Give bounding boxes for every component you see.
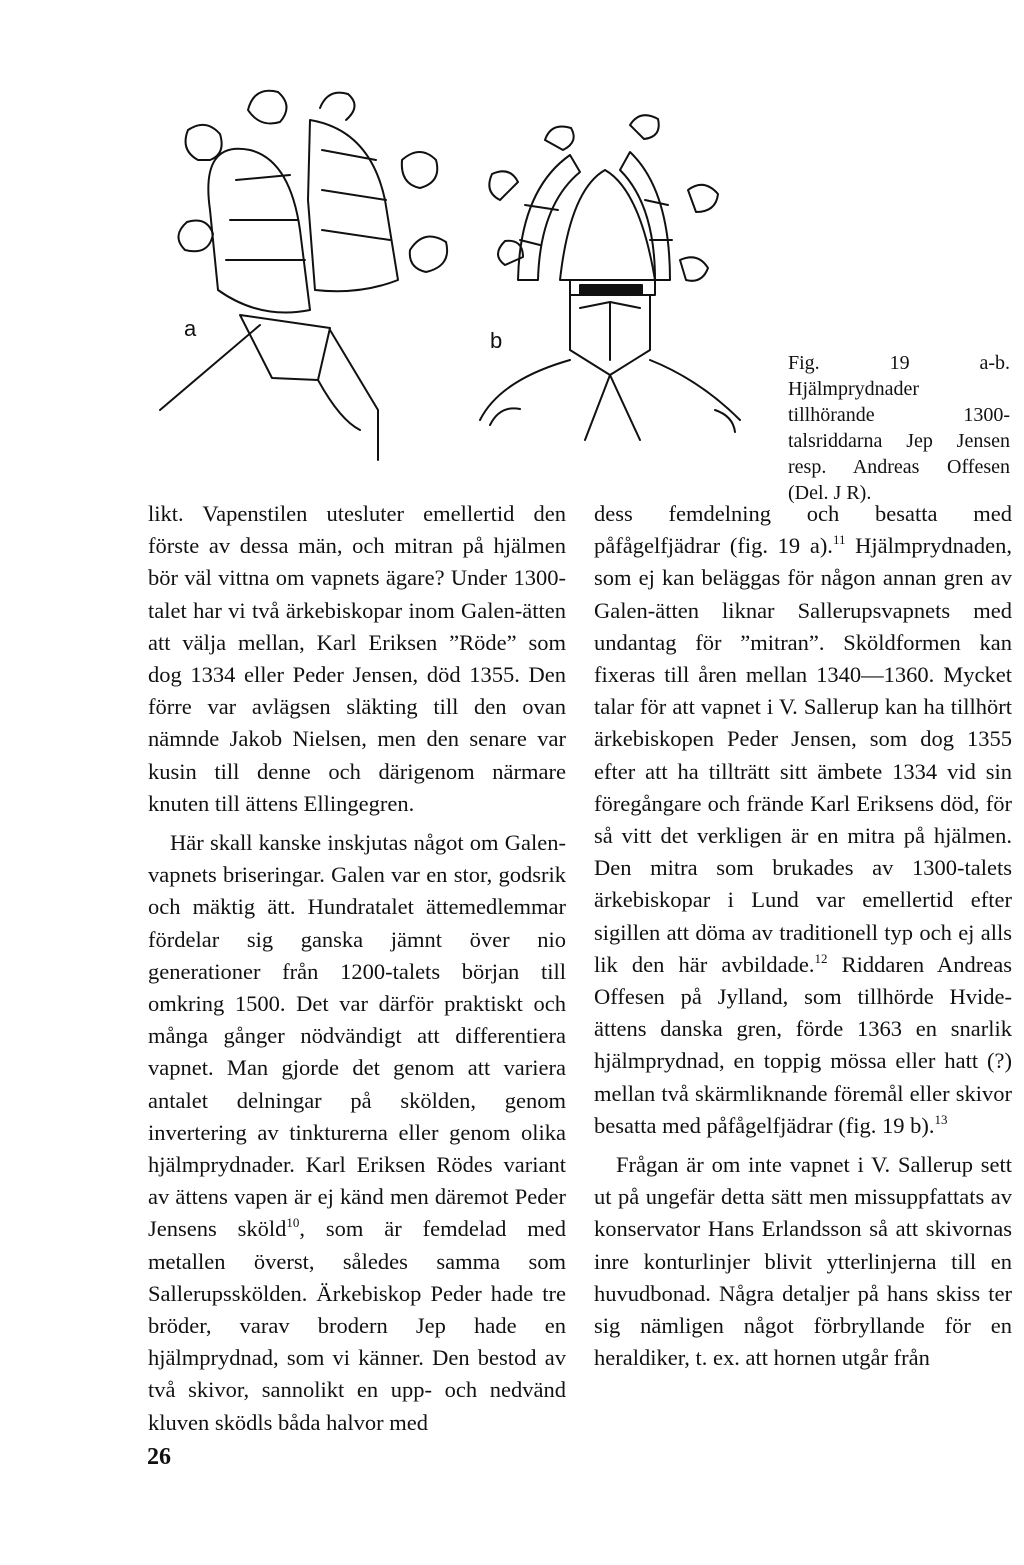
right-paragraph-1 [594,498,1012,1142]
footnote-ref-12: 12 [814,950,828,966]
left-paragraph-2-text-a: Här skall kanske inskjutas något om Galen-vapnets briseringar. Galen var en stor, godsrik och mäktig ätt. Hundratalet ättemedlemmar fördelar sig ganska jämnt över nio generationer från 1200-talets början till omkring 1500. Det var därför praktiskt och många gånger nödvändigt att differentiera vapnet. Man gjorde det genom att variera antalet delningar på skölden, genom invertering av tinkturerna eller genom olika hjälmprydnader. Karl Eriksen Rödes variant av ättens vapen är ej känd men däremot Peder Jensens sköld [148,830,566,1242]
crest-drawing-a [160,91,447,460]
footnote-ref-10: 10 [286,1215,300,1231]
right-paragraph-1-text-c: Riddaren Andreas Offesen på Jylland, som tillhörde Hvide-ättens danska gren, förde 1363 en snarlik hjälmprydnad, en toppig mössa eller hatt (?) mellan två skärmliknande föremål eller skivor besatta med påfågelfjädrar (fig. 19 b). [594,951,1012,1138]
right-paragraph-2: Frågan är om inte vapnet i V. Sallerup sett ut på ungefär detta sätt men missuppfattats av konservator Hans Erlandsson så att skivornas inre konturlinjer blivit ytterlinjerna till en huvudbonad. Några detaljer på hans skiss ter sig nämligen något förbryllande för en heraldiker, t. ex. att hornen utgår från [594,1152,1012,1371]
crest-drawing-b [480,115,740,440]
figure-19 [140,80,760,490]
left-column [148,498,566,1439]
helmet-crest-drawings [140,80,760,490]
left-paragraph-2 [148,827,566,1439]
page-number: 26 [147,1444,171,1470]
left-paragraph-1: likt. Vapenstilen utesluter emellertid den förste av dessa män, och mitran på hjälmen bör väl vittna om vapnets ägare? Under 1300-talet har vi två ärkebiskopar inom Galen-ätten att välja mellan, Karl Eriksen ”Röde” som dog 1334 eller Peder Jensen, död 1355. Den förre var avlägsen släkting till den ovan nämnde Jakob Nielsen, men den senare var kusin till denne och därigenom närmare knuten till ättens Ellingegren. [148,501,566,816]
figure-label-a: a [184,316,197,341]
right-column [594,498,1012,1374]
figure-label-b: b [490,328,503,353]
footnote-ref-11: 11 [832,532,846,548]
right-paragraph-1-text-b: Hjälmprydnaden, som ej kan beläggas för någon annan gren av Galen-ätten liknar Sallerupsvapnets med undantag för ”mitran”. Sköldformen kan fixeras till åren mellan 1340—1360. Mycket talar för att vapnet i V. Sallerup kan ha tillhört ärkebiskopen Peder Jensen, som dog 1355 efter att ha tillträtt sitt ämbete 1334 vid sin föregångare och frände Karl Eriksens död, för så vitt det verkligen är en mitra på hjälmen. Den mitra som brukades av 1300-talets ärkebiskopar i Lund var emellertid efter sigillen att döma av traditionell typ och ej alls lik den här avbildade. [594,533,1012,977]
figure-caption: Fig. 19 a-b. Hjälmprydnader tillhörande 1300-talsriddarna Jep Jensen resp. Andreas Offesen (Del. J R). [788,352,1010,504]
footnote-ref-13: 13 [934,1111,948,1127]
right-paragraph-1-text-a: dess femdelning och besatta med påfågelfjädrar (fig. 19 a). [594,501,1012,559]
left-paragraph-2-text-b: , som är femdelad med metallen överst, således samma som Sallerupsskölden. Ärkebiskop Peder hade tre bröder, varav brodern Jep hade en hjälmprydnad, som vi känner. Den bestod av två skivor, sannolikt en upp- och nedvänd kluven sködls båda halvor med [148,1216,566,1435]
